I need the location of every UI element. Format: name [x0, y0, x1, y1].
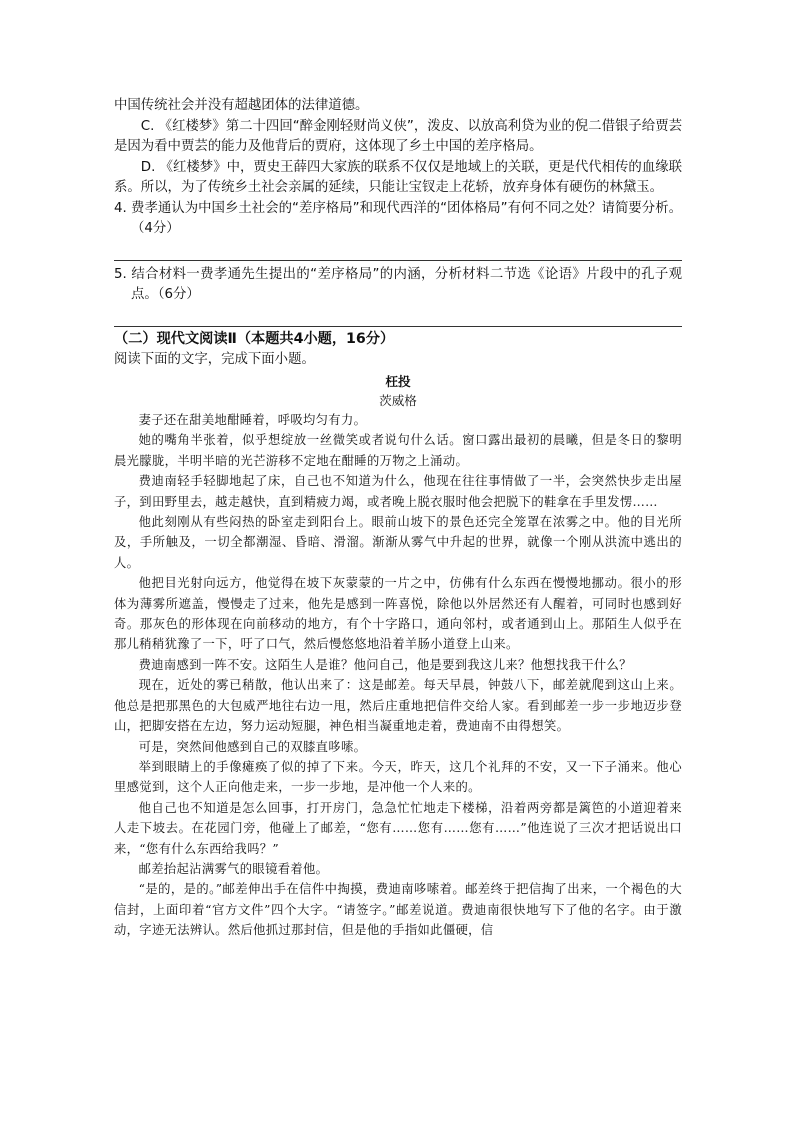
- paragraph: 可是，突然间他感到自己的双膝直哆嗦。: [138, 739, 367, 754]
- answer-space-5: [114, 306, 682, 326]
- paragraph: 现在，近处的雾已稍散，他认出来了：这是邮差。每天早晨，钟鼓八下，邮差就爬到这山上来。他总是把那黑色的大包威严地往右边一甩，然后庄重地把信件交给人家。看到邮差一步一步地迈步登山，把脚安搭在左边，努力运动短腿，神色相当凝重地走着，费迪南不由得想笑。: [114, 678, 682, 734]
- exam-page: [114, 96, 682, 941]
- paragraph: 举到眼睛上的手像瘫痪了似的掉了下来。今天，昨天，这几个礼拜的不安，又一下子涌来。他心里感觉到，这个人正向他走来，一步一步地，是冲他一个人来的。: [114, 759, 682, 795]
- option-c: C. 《红楼梦》第二十四回“醉金刚轻财尚义侠”，泼皮、以放高利贷为业的倪二借银子给贾芸是因为看中贾芸的能力及他背后的贾府，这体现了乡土中国的差序格局。: [114, 118, 682, 154]
- option-d: D. 《红楼梦》中，贾史王薛四大家族的联系不仅仅是地域上的关联，更是代代相传的血缘联系。所以，为了传统乡土社会亲属的延续，只能让宝钗走上花轿，放弃身体有硬伤的林黛玉。: [114, 159, 682, 195]
- previous-option-tail: 中国传统社会并没有超越团体的法律道德。: [114, 98, 369, 113]
- article-author: 茨威格: [379, 393, 417, 408]
- paragraph: “是的，是的。”邮差伸出手在信件中掏摸，费迪南哆嗦着。邮差终于把信掏了出来，一个褐色的大信封，上面印着“官方文件”四个大字。“请签字。”邮差说道。费迪南很快地写下了他的名字。由于激动，字迹无法辨认。然后他抓过那封信，但是他的手指如此僵硬，信: [114, 882, 682, 938]
- paragraph: 妻子还在甜美地酣睡着，呼吸均匀有力。: [138, 413, 367, 427]
- paragraph: 费迪南轻手轻脚地起了床，自己也不知道为什么，他现在往往事情做了一半，会突然快步走出屋子，到田野里去，越走越快，直到精疲力竭，或者晚上脱衣服时他会把脱下的鞋拿在手里发愣……: [114, 474, 682, 509]
- article-title: 枉投: [385, 374, 411, 389]
- question-4: 4. 费孝通认为中国乡土社会的“差序格局”和现代西洋的“团体格局”有何不同之处？请简要分析。（4分）: [114, 200, 682, 236]
- answer-line-5: [114, 326, 682, 327]
- article-body: [114, 410, 682, 941]
- paragraph: 她的嘴角半张着，似乎想绽放一丝微笑或者说句什么话。窗口露出最初的晨曦，但是冬日的黎明晨光朦胧，半明半暗的光芒游移不定地在酣睡的万物之上涌动。: [114, 433, 682, 468]
- paragraph: 费迪南感到一阵不安。这陌生人是谁？他问自己，他是要到我这儿来？他想找我干什么？: [138, 657, 632, 672]
- question-5: 5. 结合材料一费孝通先生提出的“差序格局”的内涵，分析材料二节选《论语》片段中的孔子观点。（6分）: [114, 266, 682, 302]
- section-title: （二）现代文阅读Ⅱ（本题共4小题，16分）: [114, 330, 395, 347]
- section-instruction: 阅读下面的文字，完成下面小题。: [114, 351, 315, 367]
- answer-line-4: [114, 260, 682, 261]
- paragraph: 他自己也不知道是怎么回事，打开房门，急急忙忙地走下楼梯，沿着两旁都是篱笆的小道迎着来人走下坡去。在花园门旁，他碰上了邮差，“您有……您有……您有……”他连说了三次才把话说出口来，“您有什么东西给我吗？”: [114, 800, 682, 856]
- paragraph: 他此刻刚从有些闷热的卧室走到阳台上。眼前山坡下的景色还完全笼罩在浓雾之中。他的目光所及，手所触及，一切全都潮湿、昏暗、滑溜。渐渐从雾气中升起的世界，就像一个刚从洪流中逃出的人。: [114, 515, 682, 570]
- answer-space-4: [114, 240, 682, 260]
- paragraph: 邮差抬起沾满雾气的眼镜看着他。: [138, 861, 329, 876]
- paragraph: 他把目光射向远方，他觉得在坡下灰蒙蒙的一片之中，仿佛有什么东西在慢慢地挪动。很小的形体为薄雾所遮盖，慢慢走了过来，他先是感到一阵喜悦，除他以外居然还有人醒着，可同时也感到好奇。那灰色的形体现在向前移动的地方，有个十字路口，通向邻村，或者通到山上。那陌生人似乎在那儿稍稍犹豫了一下，吁了口气，然后慢悠悠地沿着羊肠小道登上山来。: [114, 576, 682, 652]
